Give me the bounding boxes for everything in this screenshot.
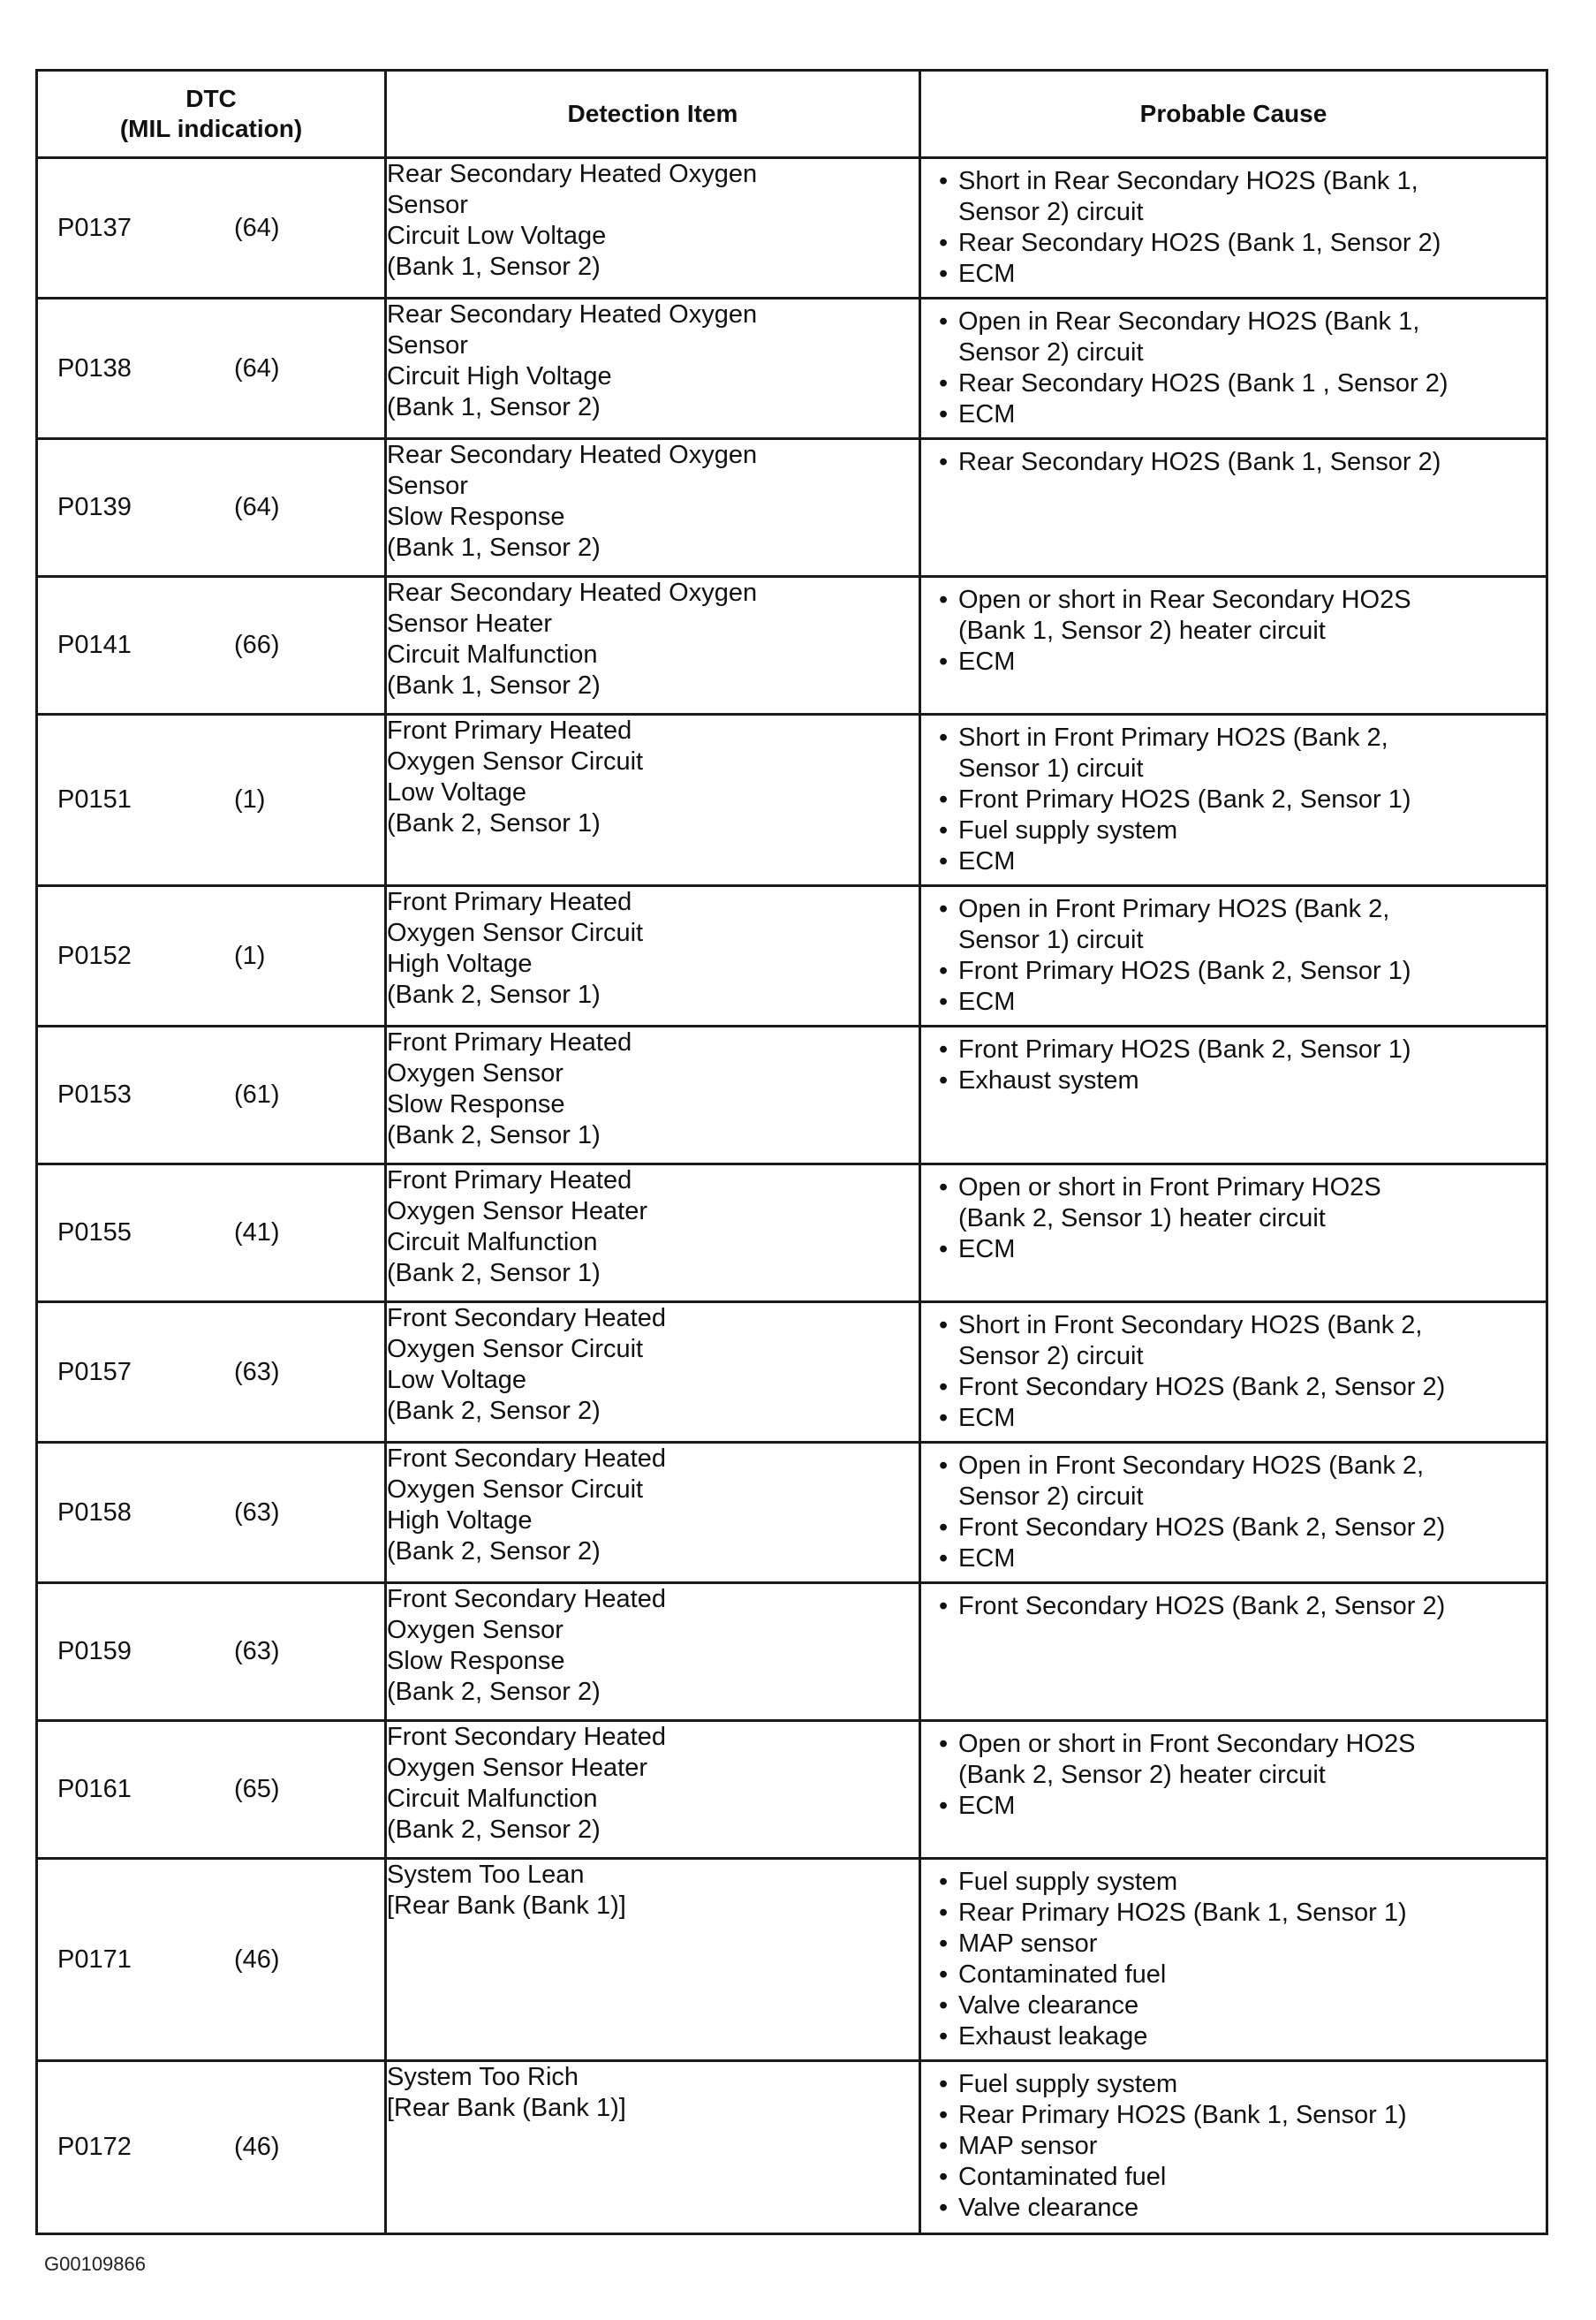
dtc-cell [37, 715, 386, 886]
cause-item: • ECM [939, 987, 1539, 1018]
cause-list [921, 578, 1546, 685]
dtc-cell [37, 1443, 386, 1583]
cause-item: • Open in Front Primary HO2S (Bank 2, Sensor 1) circuit [939, 894, 1539, 956]
cause-item: • Open or short in Rear Secondary HO2S (Bank 1, Sensor 2) heater circuit [939, 585, 1539, 647]
mil-indication: (63) [234, 1357, 280, 1386]
probable-cause-cell [920, 1583, 1547, 1721]
table-header-row [37, 71, 1547, 158]
dtc-wrap [38, 1217, 384, 1248]
dtc-code: P0139 [57, 493, 132, 521]
detection-item-cell [386, 1721, 920, 1859]
mil-indication: (1) [234, 785, 266, 814]
probable-cause-cell [920, 1859, 1547, 2061]
detection-item-cell [386, 439, 920, 577]
cause-item: • Rear Secondary HO2S (Bank 1, Sensor 2) [939, 228, 1539, 259]
detection-line: Front Secondary Heated [387, 1304, 666, 1332]
cause-item: • Contaminated fuel [939, 1960, 1539, 1990]
detection-line: Circuit Malfunction [387, 1228, 598, 1256]
dtc-code: P0157 [57, 1357, 132, 1386]
detection-line: Oxygen Sensor [387, 1616, 564, 1644]
detection-line: Rear Secondary Heated Oxygen [387, 579, 758, 607]
detection-line: Circuit High Voltage [387, 362, 612, 390]
dtc-code: P0138 [57, 353, 132, 383]
cause-item: • Front Secondary HO2S (Bank 2, Sensor 2) [939, 1591, 1539, 1622]
cause-item: • Front Primary HO2S (Bank 2, Sensor 1) [939, 1035, 1539, 1065]
cause-item: • ECM [939, 1234, 1539, 1265]
dtc-code: P0159 [57, 1637, 132, 1665]
dtc-cell [37, 2061, 386, 2234]
probable-cause-cell [920, 2061, 1547, 2234]
cause-item: • Fuel supply system [939, 2069, 1539, 2100]
mil-indication: (65) [234, 1775, 280, 1803]
probable-cause-cell [920, 158, 1547, 299]
table-body [37, 158, 1547, 2234]
dtc-code: P0171 [57, 1945, 132, 1974]
cause-item: • Exhaust leakage [939, 2021, 1539, 2052]
detection-line: (Bank 2, Sensor 2) [387, 1678, 601, 1706]
dtc-table [35, 69, 1548, 2235]
dtc-wrap [38, 1945, 384, 1975]
detection-line: High Voltage [387, 950, 533, 978]
detection-line: Rear Secondary Heated Oxygen [387, 441, 758, 469]
dtc-cell [37, 158, 386, 299]
mil-indication: (66) [234, 631, 280, 659]
detection-line: (Bank 2, Sensor 1) [387, 1121, 601, 1149]
mil-indication: (41) [234, 1218, 280, 1247]
detection-line: Oxygen Sensor [387, 1059, 564, 1088]
mil-indication: (46) [234, 1945, 280, 1974]
detection-line: Circuit Low Voltage [387, 222, 607, 250]
cause-item: • Front Primary HO2S (Bank 2, Sensor 1) [939, 956, 1539, 987]
table-row [37, 1721, 1547, 1859]
cause-list [921, 1860, 1546, 2059]
dtc-cell [37, 1164, 386, 1302]
table-row [37, 1583, 1547, 1721]
detection-item-cell [386, 715, 920, 886]
dtc-wrap [38, 1636, 384, 1667]
detection-line: (Bank 1, Sensor 2) [387, 393, 601, 421]
detection-line: Front Secondary Heated [387, 1585, 666, 1613]
cause-item: • Open in Front Secondary HO2S (Bank 2, Sensor 2) circuit [939, 1451, 1539, 1513]
detection-item-cell [386, 1859, 920, 2061]
detection-line: Oxygen Sensor Circuit [387, 919, 644, 947]
cause-list [921, 440, 1546, 485]
cause-item: • Valve clearance [939, 2193, 1539, 2224]
cause-list [921, 159, 1546, 297]
table-row [37, 886, 1547, 1027]
cause-item: • Valve clearance [939, 1990, 1539, 2021]
dtc-code: P0153 [57, 1080, 132, 1109]
table-row [37, 299, 1547, 439]
mil-indication: (1) [234, 941, 266, 970]
dtc-wrap [38, 2132, 384, 2163]
header-probable-cause: Probable Cause [920, 71, 1547, 158]
detection-line: Slow Response [387, 503, 565, 531]
probable-cause-cell [920, 715, 1547, 886]
cause-item: • ECM [939, 259, 1539, 290]
header-dtc-line1: DTC [185, 85, 237, 112]
dtc-wrap [38, 213, 384, 244]
table-row [37, 2061, 1547, 2234]
probable-cause-cell [920, 886, 1547, 1027]
detection-line: (Bank 2, Sensor 2) [387, 1816, 601, 1844]
cause-item: • Fuel supply system [939, 1867, 1539, 1898]
cause-item: • ECM [939, 399, 1539, 430]
dtc-code: P0151 [57, 785, 132, 814]
probable-cause-cell [920, 1302, 1547, 1443]
detection-line: Slow Response [387, 1647, 565, 1675]
detection-line: Front Primary Heated [387, 1166, 632, 1194]
cause-list [921, 887, 1546, 1025]
detection-line: (Bank 2, Sensor 1) [387, 1259, 601, 1287]
probable-cause-cell [920, 299, 1547, 439]
dtc-cell [37, 577, 386, 715]
mil-indication: (64) [234, 213, 280, 242]
detection-item-cell [386, 2061, 920, 2234]
dtc-code: P0155 [57, 1218, 132, 1247]
cause-list [921, 2062, 1546, 2231]
dtc-code: P0161 [57, 1775, 132, 1803]
detection-line: System Too Lean [387, 1861, 585, 1889]
probable-cause-cell [920, 1721, 1547, 1859]
detection-item-cell [386, 1583, 920, 1721]
detection-line: Oxygen Sensor Heater [387, 1754, 647, 1782]
detection-line: High Voltage [387, 1506, 533, 1535]
table-row [37, 439, 1547, 577]
cause-item: • Rear Secondary HO2S (Bank 1, Sensor 2) [939, 447, 1539, 478]
cause-item: • ECM [939, 1791, 1539, 1822]
detection-line: (Bank 1, Sensor 2) [387, 671, 601, 700]
cause-item: • Open in Rear Secondary HO2S (Bank 1, Sensor 2) circuit [939, 307, 1539, 368]
table-row [37, 1443, 1547, 1583]
cause-item: • ECM [939, 1543, 1539, 1574]
mil-indication: (46) [234, 2133, 280, 2161]
cause-item: • Rear Primary HO2S (Bank 1, Sensor 1) [939, 1898, 1539, 1929]
detection-line: Front Secondary Heated [387, 1723, 666, 1751]
detection-line: Rear Secondary Heated Oxygen [387, 300, 758, 329]
table-row [37, 1164, 1547, 1302]
cause-item: • Exhaust system [939, 1065, 1539, 1096]
mil-indication: (63) [234, 1637, 280, 1665]
detection-line: Circuit Malfunction [387, 1785, 598, 1813]
dtc-code: P0141 [57, 631, 132, 659]
cause-list [921, 1303, 1546, 1441]
detection-item-cell [386, 299, 920, 439]
dtc-code: P0152 [57, 941, 132, 970]
cause-item: • Contaminated fuel [939, 2162, 1539, 2193]
detection-item-cell [386, 158, 920, 299]
table-row [37, 715, 1547, 886]
figure-reference: G00109866 [44, 2253, 146, 2275]
mil-indication: (63) [234, 1497, 280, 1527]
dtc-code: P0158 [57, 1497, 132, 1527]
table-row [37, 1027, 1547, 1164]
dtc-cell [37, 886, 386, 1027]
table-row [37, 1859, 1547, 2061]
detection-line: [Rear Bank (Bank 1)] [387, 1892, 626, 1920]
dtc-cell [37, 1302, 386, 1443]
detection-line: System Too Rich [387, 2063, 579, 2091]
detection-item-cell [386, 1027, 920, 1164]
cause-item: • Front Primary HO2S (Bank 2, Sensor 1) [939, 785, 1539, 815]
detection-line: Front Primary Heated [387, 888, 632, 916]
cause-item: • Short in Rear Secondary HO2S (Bank 1, Sensor 2) circuit [939, 166, 1539, 228]
dtc-wrap [38, 1080, 384, 1111]
dtc-wrap [38, 353, 384, 384]
header-dtc [37, 71, 386, 158]
detection-line: Front Secondary Heated [387, 1444, 666, 1473]
cause-item: • Fuel supply system [939, 815, 1539, 846]
cause-item: • MAP sensor [939, 1929, 1539, 1960]
detection-line: Oxygen Sensor Circuit [387, 1335, 644, 1363]
detection-item-cell [386, 577, 920, 715]
cause-list [921, 1722, 1546, 1829]
detection-line: Circuit Malfunction [387, 641, 598, 669]
detection-item-cell [386, 1164, 920, 1302]
table-row [37, 1302, 1547, 1443]
detection-line: Low Voltage [387, 1366, 527, 1394]
detection-item-cell [386, 886, 920, 1027]
cause-item: • Rear Secondary HO2S (Bank 1 , Sensor 2) [939, 368, 1539, 399]
cause-item: • Rear Primary HO2S (Bank 1, Sensor 1) [939, 2100, 1539, 2131]
detection-line: Sensor [387, 331, 468, 360]
mil-indication: (64) [234, 353, 280, 383]
probable-cause-cell [920, 577, 1547, 715]
table-row [37, 158, 1547, 299]
dtc-cell [37, 1027, 386, 1164]
detection-line: (Bank 2, Sensor 1) [387, 981, 601, 1009]
dtc-wrap [38, 630, 384, 661]
probable-cause-cell [920, 1027, 1547, 1164]
cause-item: • Short in Front Secondary HO2S (Bank 2, Sensor 2) circuit [939, 1310, 1539, 1372]
detection-line: Low Voltage [387, 778, 527, 807]
detection-line: (Bank 2, Sensor 1) [387, 809, 601, 838]
detection-line: Oxygen Sensor Circuit [387, 747, 644, 776]
dtc-cell [37, 1859, 386, 2061]
dtc-wrap [38, 492, 384, 523]
probable-cause-cell [920, 1164, 1547, 1302]
detection-line: Front Primary Heated [387, 1028, 632, 1057]
detection-line: (Bank 1, Sensor 2) [387, 534, 601, 562]
detection-line: Sensor [387, 472, 468, 500]
cause-list [921, 716, 1546, 884]
header-dtc-line2: (MIL indication) [119, 115, 303, 142]
table-row [37, 577, 1547, 715]
cause-item: • ECM [939, 1403, 1539, 1434]
detection-line: Slow Response [387, 1090, 565, 1118]
dtc-cell [37, 1721, 386, 1859]
cause-list [921, 1444, 1546, 1581]
cause-item: • Short in Front Primary HO2S (Bank 2, Sensor 1) circuit [939, 723, 1539, 785]
mil-indication: (61) [234, 1080, 280, 1109]
cause-item: • ECM [939, 846, 1539, 877]
dtc-cell [37, 1583, 386, 1721]
detection-item-cell [386, 1302, 920, 1443]
cause-item: • Open or short in Front Primary HO2S (Bank 2, Sensor 1) heater circuit [939, 1172, 1539, 1234]
cause-list [921, 299, 1546, 437]
probable-cause-cell [920, 1443, 1547, 1583]
detection-line: Sensor Heater [387, 610, 552, 638]
cause-list [921, 1027, 1546, 1103]
dtc-wrap [38, 785, 384, 815]
cause-item: • Open or short in Front Secondary HO2S (Bank 2, Sensor 2) heater circuit [939, 1729, 1539, 1791]
dtc-code: P0137 [57, 213, 132, 242]
detection-line: Front Primary Heated [387, 716, 632, 745]
detection-line: [Rear Bank (Bank 1)] [387, 2094, 626, 2122]
header-detection-item: Detection Item [386, 71, 920, 158]
dtc-cell [37, 439, 386, 577]
dtc-wrap [38, 1357, 384, 1388]
cause-list [921, 1584, 1546, 1629]
dtc-wrap [38, 941, 384, 972]
detection-line: (Bank 1, Sensor 2) [387, 253, 601, 281]
cause-item: • ECM [939, 647, 1539, 678]
dtc-wrap [38, 1774, 384, 1805]
cause-item: • Front Secondary HO2S (Bank 2, Sensor 2) [939, 1372, 1539, 1403]
cause-list [921, 1165, 1546, 1272]
mil-indication: (64) [234, 493, 280, 521]
detection-line: (Bank 2, Sensor 2) [387, 1397, 601, 1425]
cause-item: • Front Secondary HO2S (Bank 2, Sensor 2) [939, 1513, 1539, 1543]
probable-cause-cell [920, 439, 1547, 577]
dtc-code: P0172 [57, 2133, 132, 2161]
cause-item: • MAP sensor [939, 2131, 1539, 2162]
detection-line: Oxygen Sensor Circuit [387, 1475, 644, 1504]
detection-line: Sensor [387, 191, 468, 219]
detection-line: Oxygen Sensor Heater [387, 1197, 647, 1225]
dtc-wrap [38, 1497, 384, 1528]
dtc-cell [37, 299, 386, 439]
detection-line: Rear Secondary Heated Oxygen [387, 160, 758, 188]
detection-item-cell [386, 1443, 920, 1583]
detection-line: (Bank 2, Sensor 2) [387, 1537, 601, 1566]
